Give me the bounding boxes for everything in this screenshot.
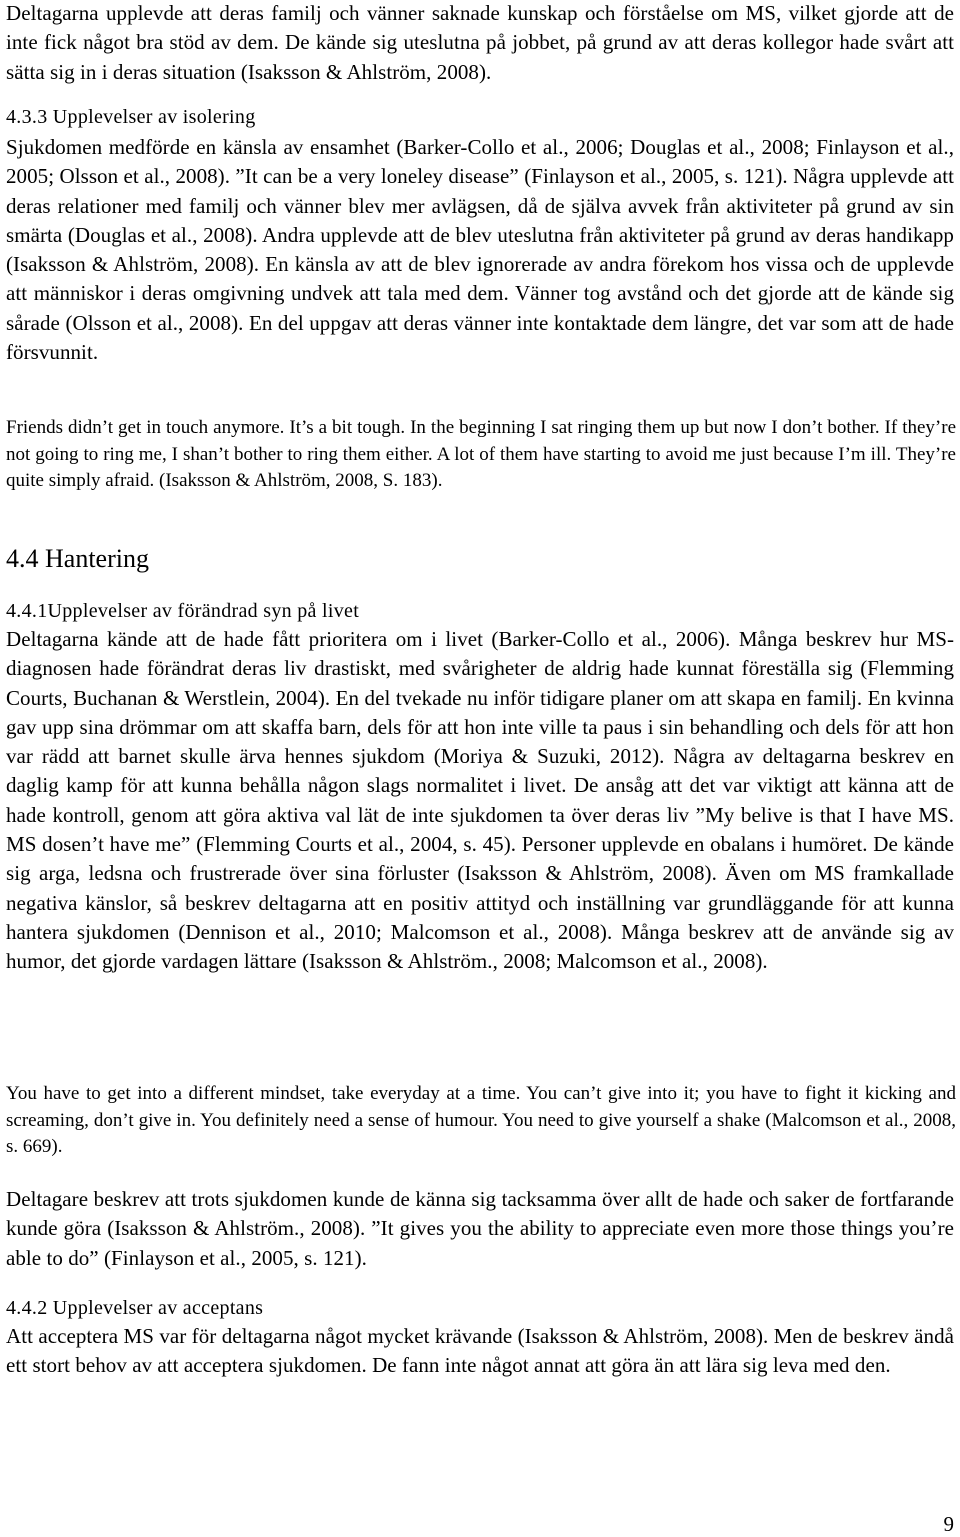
heading-acceptans: 4.4.2 Upplevelser av acceptans xyxy=(6,1297,264,1319)
quote-mindset: You have to get into a different mindset, take everyday at a time. You can’t give into it; you have to fight it kicking and screaming, don’t give in. You definitely need a sense of humour. You need to give yourself a shake (Malcomson et al., 2008, s. 669). xyxy=(6,1083,956,1157)
heading-hantering: 4.4 Hantering xyxy=(6,544,149,573)
paragraph-forandrad-syn: Deltagarna kände att de hade fått prioritera om i livet (Barker-Collo et al., 2006). Många beskrev hur MS-diagnosen hade förändrat deras liv drastiskt, med svårigheter de aldrig hade kunnat föreställa sig (Flemming Courts, Buchanan & Werstlein, 2004). En del tvekade nu inför tidigare planer om att skapa en familj. En kvinna gav upp sina drömmar om att skaffa barn, dels för att hon inte ville ta paus i sin behandling och dels för att hon var rädd att barnet skulle ärva hennes sjukdom (Moriya & Suzuki, 2012). Några av deltagarna beskrev en daglig kamp för att kunna behålla någon slags normalitet i livet. De ansåg att det var viktigt att känna att de hade kontroll, genom att göra aktiva val lät de inte sjukdomen ta över deras liv ”My belive is that I have MS. MS dosen’t have me” (Flemming Courts et al., 2004, s. 45). Personer upplevde en obalans i humöret. De kände sig arga, ledsna och frustrerade över sina förluster (Isaksson & Ahlström, 2008). Även om MS framkallade negativa känslor, så beskrev deltagarna att en positiv attityd och inställning var grundläggande för att kunna hantera sjukdomen (Dennison et al., 2010; Malcomson et al., 2008). Många beskrev att de använde sig av humor, det gjorde vardagen lättare (Isaksson & Ahlström., 2008; Malcomson et al., 2008). xyxy=(6,627,954,974)
paragraph-family-support: Deltagarna upplevde att deras familj och vänner saknade kunskap och förståelse om MS, vilket gjorde att de inte fick något bra stöd av dem. De kände sig uteslutna på jobbet, på grund av att deras kollegor hade svårt att sätta sig in i deras situation (Isaksson & Ahlström, 2008). xyxy=(6,1,954,84)
heading-forandrad-syn: 4.4.1Upplevelser av förändrad syn på livet xyxy=(6,600,360,622)
paragraph-isolering: Sjukdomen medförde en känsla av ensamhet (Barker-Collo et al., 2006; Douglas et al., 2008; Finlayson et al., 2005; Olsson et al., 2008). ”It can be a very loneley disease” (Finlayson et al., 2005, s. 121). Några upplevde att deras relationer med familj och vänner blev mer avlägsen, då de själva avvek från aktiviteter på grund av sin smärta (Douglas et al., 2008). Andra upplevde att de blev uteslutna från aktiviteter på grund av deras handikapp (Isaksson & Ahlström, 2008). En känsla av att de blev ignorerade av andra förekom hos vissa och de upplevde att människor i deras omgivning undvek att tala med dem. Vänner tog avstånd och det gjorde att de kände sig sårade (Olsson et al., 2008). En del uppgav att deras vänner inte kontaktade dem längre, det var som att de hade försvunnit. xyxy=(6,135,954,365)
heading-isolering: 4.3.3 Upplevelser av isolering xyxy=(6,106,256,128)
quote-friends: Friends didn’t get in touch anymore. It’s a bit tough. In the beginning I sat ringing them up but now I don’t bother. If they’re not going to ring me, I shan’t bother to ring them either. A lot of them have starting to avoid me just because I’m ill. They’re quite simply afraid. (Isaksson & Ahlström, 2008, S. 183). xyxy=(6,417,956,491)
page-number: 9 xyxy=(943,1512,954,1536)
paragraph-acceptans: Att acceptera MS var för deltagarna något mycket krävande (Isaksson & Ahlström, 2008). Men de beskrev ändå ett stort behov av att acceptera sjukdomen. De fann inte något annat att göra än att lära sig leva med den. xyxy=(6,1324,954,1378)
paragraph-tacksamma: Deltagare beskrev att trots sjukdomen kunde de känna sig tacksamma över allt de hade och saker de fortfarande kunde göra (Isaksson & Ahlström., 2008). ”It gives you the ability to appreciate even more those things you’re able to do” (Finlayson et al., 2005, s. 121). xyxy=(6,1187,954,1270)
